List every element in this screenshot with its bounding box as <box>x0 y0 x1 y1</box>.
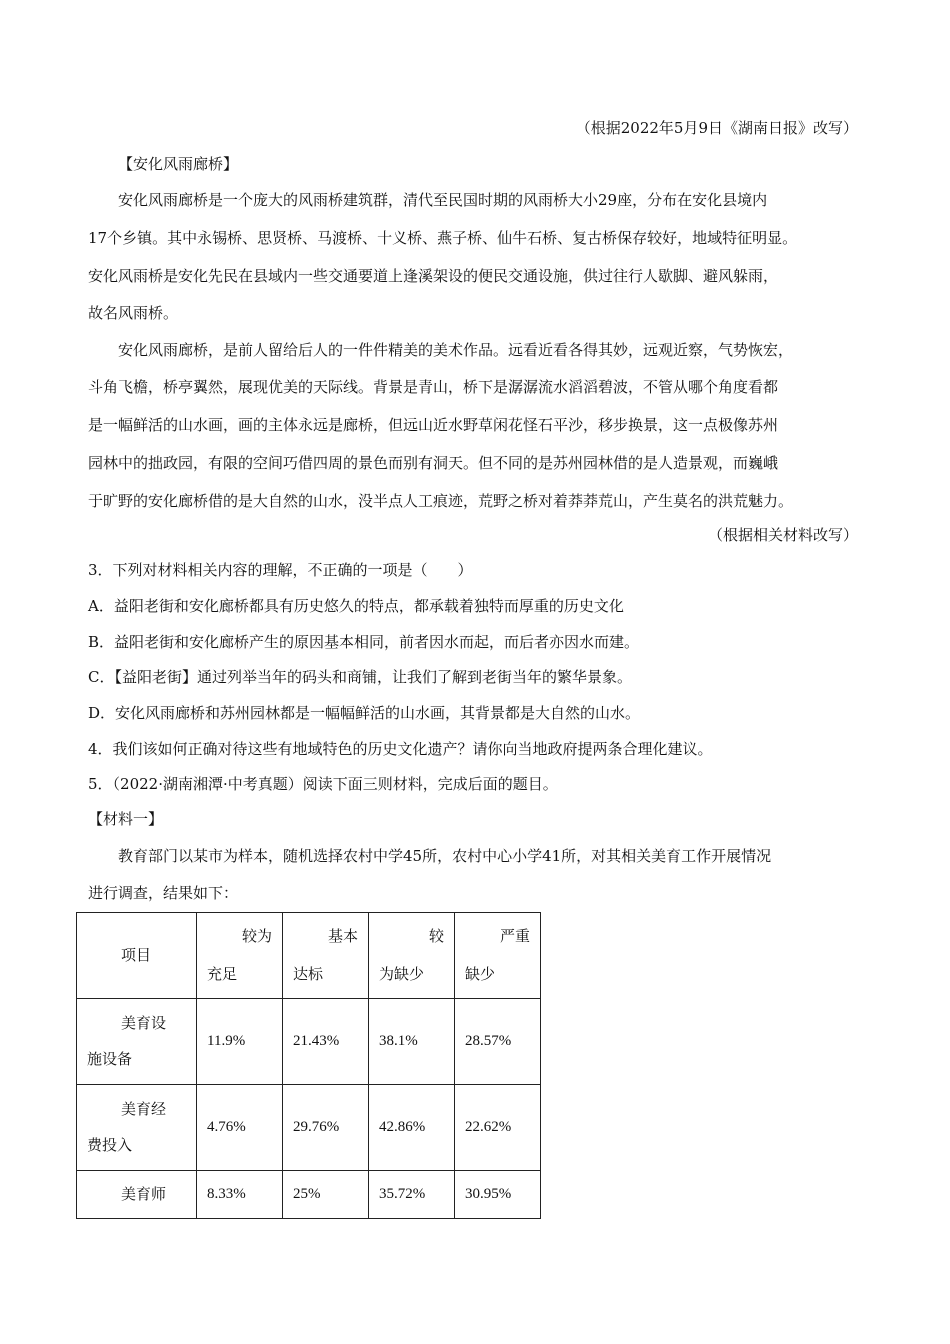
table-row <box>77 999 541 1085</box>
table-cell: 42.86% <box>369 1085 455 1171</box>
header-relatively-lacking: 较 为缺少 <box>369 913 455 999</box>
table-cell: 4.76% <box>197 1085 283 1171</box>
table-cell: 38.1% <box>369 999 455 1085</box>
row-label-funding: 美育经 费投入 <box>77 1085 197 1171</box>
material-1-line-2: 进行调查，结果如下： <box>88 884 239 902</box>
table-cell: 35.72% <box>369 1171 455 1219</box>
table-cell: 28.57% <box>455 999 541 1085</box>
source-note-hunan-daily: （根据2022年5月9日《湖南日报》改写） <box>575 119 858 137</box>
para1-line-1: 安化风雨廊桥是一个庞大的风雨桥建筑群，清代至民国时期的风雨桥大小29座，分布在安化县境内 <box>118 191 768 209</box>
header-severely-lacking: 严重 缺少 <box>455 913 541 999</box>
material-1-title: 【材料一】 <box>88 810 164 828</box>
table-cell: 29.76% <box>283 1085 369 1171</box>
header-basically-meets: 基本 达标 <box>283 913 369 999</box>
question-3-option-a: A．益阳老街和安化廊桥都具有历史悠久的特点，都承载着独特而厚重的历史文化 <box>88 597 624 615</box>
section-title-anhua-bridge: 【安化风雨廊桥】 <box>118 155 239 173</box>
header-item: 项目 <box>77 913 197 999</box>
para1-line-3: 安化风雨桥是安化先民在县域内一些交通要道上逢溪架设的便民交通设施，供过往行人歇脚、避风躲雨， <box>88 267 779 285</box>
question-3-option-d: D．安化风雨廊桥和苏州园林都是一幅幅鲜活的山水画，其背景都是大自然的山水。 <box>88 704 641 722</box>
para2-line-1: 安化风雨廊桥，是前人留给后人的一件件精美的美术作品。远看近看各得其妙，远观近察，气势恢宏， <box>118 341 794 359</box>
question-4: 4．我们该如何正确对待这些有地域特色的历史文化遗产？请你向当地政府提两条合理化建议。 <box>88 740 713 758</box>
question-3-option-b: B．益阳老街和安化廊桥产生的原因基本相同，前者因水而起，而后者亦因水而建。 <box>88 633 640 651</box>
header-sufficient: 较为 充足 <box>197 913 283 999</box>
table-header-row <box>77 913 541 999</box>
question-5: 5．（2022·湖南湘潭·中考真题）阅读下面三则材料，完成后面的题目。 <box>88 775 558 793</box>
para1-line-2: 17个乡镇。其中永锡桥、思贤桥、马渡桥、十义桥、燕子桥、仙牛石桥、复古桥保存较好，地域特征明显。 <box>88 229 798 247</box>
para2-line-4: 园林中的拙政园，有限的空间巧借四周的景色而别有洞天。但不同的是苏州园林借的是人造景观，而巍峨 <box>88 454 779 472</box>
table-cell: 22.62% <box>455 1085 541 1171</box>
para1-line-4: 故名风雨桥。 <box>88 304 179 322</box>
para2-line-5: 于旷野的安化廊桥借的是大自然的山水，没半点人工痕迹，荒野之桥对着莽莽荒山，产生莫名的洪荒魅力。 <box>88 492 794 510</box>
table-cell: 11.9% <box>197 999 283 1085</box>
question-3-stem: 3．下列对材料相关内容的理解，不正确的一项是（ ） <box>88 561 473 579</box>
question-3-option-c: C．【益阳老街】通过列举当年的码头和商铺，让我们了解到老街当年的繁华景象。 <box>88 668 632 686</box>
table-cell: 30.95% <box>455 1171 541 1219</box>
table-row <box>77 1171 541 1219</box>
source-note-related: （根据相关材料改写） <box>707 526 858 544</box>
row-label-teachers: 美育师 <box>77 1171 197 1219</box>
material-1-line-1: 教育部门以某市为样本，随机选择农村中学45所，农村中心小学41所，对其相关美育工作开展情况 <box>118 847 772 865</box>
table-cell: 21.43% <box>283 999 369 1085</box>
row-label-facilities: 美育设 施设备 <box>77 999 197 1085</box>
table-cell: 25% <box>283 1171 369 1219</box>
para2-line-2: 斗角飞檐，桥亭翼然，展现优美的天际线。背景是青山，桥下是潺潺流水滔滔碧波，不管从哪个角度看都 <box>88 378 779 396</box>
aesthetic-education-survey-table <box>76 912 541 1219</box>
table-row <box>77 1085 541 1171</box>
table-cell: 8.33% <box>197 1171 283 1219</box>
para2-line-3: 是一幅鲜活的山水画，画的主体永远是廊桥，但远山近水野草闲花怪石平沙，移步换景，这一点极像苏州 <box>88 416 779 434</box>
